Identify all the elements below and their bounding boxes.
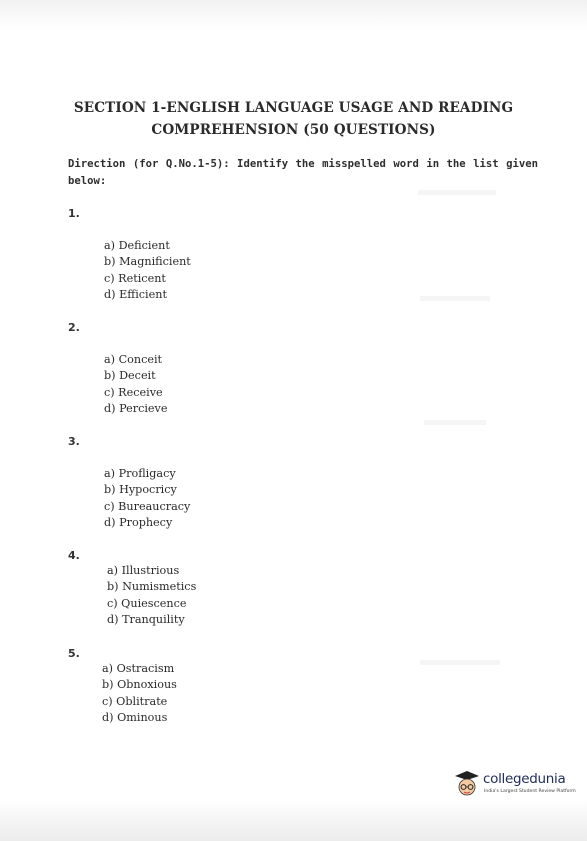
question-number: 3. [68,435,80,448]
question-options [104,238,191,304]
question-number: 2. [68,321,80,334]
option: b) Hypocricy [104,483,177,497]
question-number: 1. [68,207,80,220]
option: a) Ostracism [102,662,175,675]
option: a) Profligacy [104,467,176,480]
option: a) Deficient [104,239,170,252]
question-options [104,466,190,532]
question-options [107,563,196,629]
section-title-line-2: COMPREHENSION (50 QUESTIONS) [151,122,436,138]
option: a) Illustrious [107,564,180,577]
option: c) Bureaucracy [104,499,191,513]
question-options [104,352,167,418]
direction-text: Direction (for Q.No.1-5): Identify the misspelled word in the list given below: [68,158,538,187]
option: a) Conceit [104,353,163,366]
bleed-through-mark [420,296,490,301]
question-number: 5. [68,647,80,660]
logo-tagline: India's Largest Student Review Platform [484,789,576,794]
bleed-through-mark [418,190,496,195]
option: d) Tranquility [107,613,185,627]
logo-wordmark: collegedunia [483,771,566,787]
option: c) Reticent [104,271,166,285]
option: d) Percieve [104,402,168,416]
option: b) Deceit [104,369,156,383]
bleed-through-mark [420,660,500,665]
section-title [20,97,567,141]
graduate-mascot-icon [452,768,482,798]
collegedunia-logo [452,766,580,806]
option: b) Obnoxious [102,678,177,692]
option: d) Prophecy [104,516,173,530]
section-title-line-1: SECTION 1-ENGLISH LANGUAGE USAGE AND READING [73,100,514,116]
option: c) Quiescence [107,596,187,610]
bleed-through-mark [424,420,486,425]
option: b) Numismetics [107,580,197,594]
option: c) Oblitrate [102,694,168,708]
question-number: 4. [68,549,80,562]
option: d) Efficient [104,288,167,302]
option: b) Magnificient [104,255,191,269]
option: d) Ominous [102,711,168,725]
question-options [102,661,177,727]
option: c) Receive [104,385,163,399]
